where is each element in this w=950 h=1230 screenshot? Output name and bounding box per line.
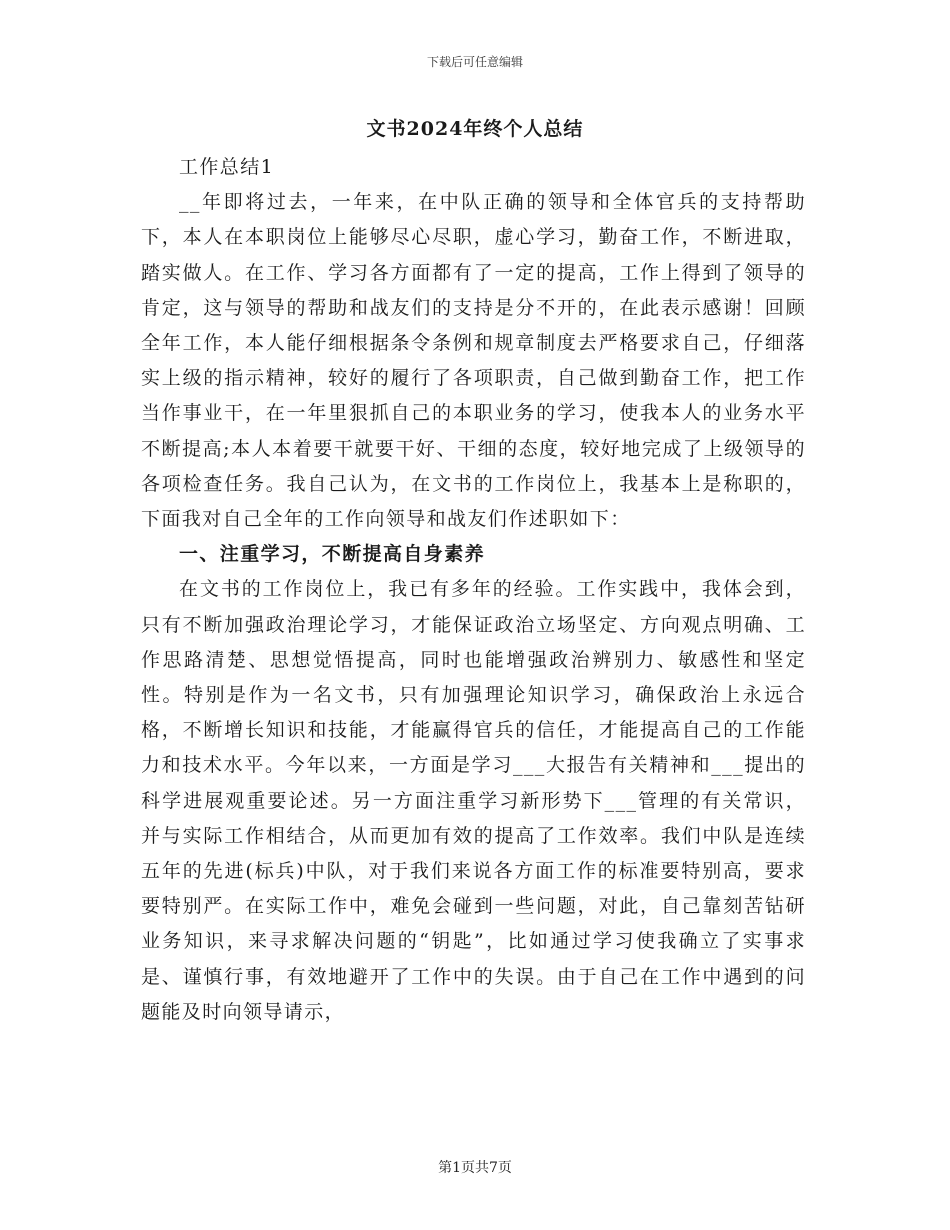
header-note: 下载后可任意编辑 <box>426 55 523 69</box>
paragraph-intro: __年即将过去，一年来，在中队正确的领导和全体官兵的支持帮助下，本人在本职岗位上能够尽心尽职，虚心学习，勤奋工作，不断进取，踏实做人。在工作、学习各方面都有了一定的提高，工作上得到了领导的肯定，这与领导的帮助和战友们的支持是分不开的，在此表示感谢！回顾全年工作，本人能仔细根据条令条例和规章制度去严格要求自己，仔细落实上级的指示精神，较好的履行了各项职责，自己做到勤奋工作，把工作当作事业干，在一年里狠抓自己的本职业务的学习，使我本人的业务水平不断提高;本人本着要干就要干好、干细的态度，较好地完成了上级领导的各项检查任务。我自己认为，在文书的工作岗位上，我基本上是称职的，下面我对自己全年的工作向领导和战友们作述职如下： <box>141 191 806 531</box>
page-number: 第1页共7页 <box>438 1160 512 1176</box>
paragraph-study: 在文书的工作岗位上，我已有多年的经验。工作实践中，我体会到，只有不断加强政治理论学习，才能保证政治立场坚定、方向观点明确、工作思路清楚、思想觉悟提高，同时也能增强政治辨别力、敏感性和坚定性。特别是作为一名文书，只有加强理论知识学习，确保政治上永远合格，不断增长知识和技能，才能赢得官兵的信任，才能提高自己的工作能力和技术水平。今年以来，一方面是学习___大报告有关精神和___提出的科学进展观重要论述。另一方面注重学习新形势下___管理的有关常识，并与实际工作相结合，从而更加有效的提高了工作效率。我们中队是连续五年的先进(标兵)中队，对于我们来说各方面工作的标准要特别高，要求要特别严。在实际工作中，难免会碰到一些问题，对此，自己靠刻苦钻研业务知识，来寻求解决问题的“钥匙”，比如通过学习使我确立了实事求是、谨慎行事，有效地避开了工作中的失误。由于自己在工作中遇到的问题能及时向领导请示， <box>141 578 806 1023</box>
document-title: 文书2024年终个人总结 <box>366 118 584 140</box>
document-body <box>141 150 806 1030</box>
section-subtitle: 工作总结1 <box>179 156 275 178</box>
section-heading-1: 一、注重学习，不断提高自身素养 <box>179 543 486 566</box>
